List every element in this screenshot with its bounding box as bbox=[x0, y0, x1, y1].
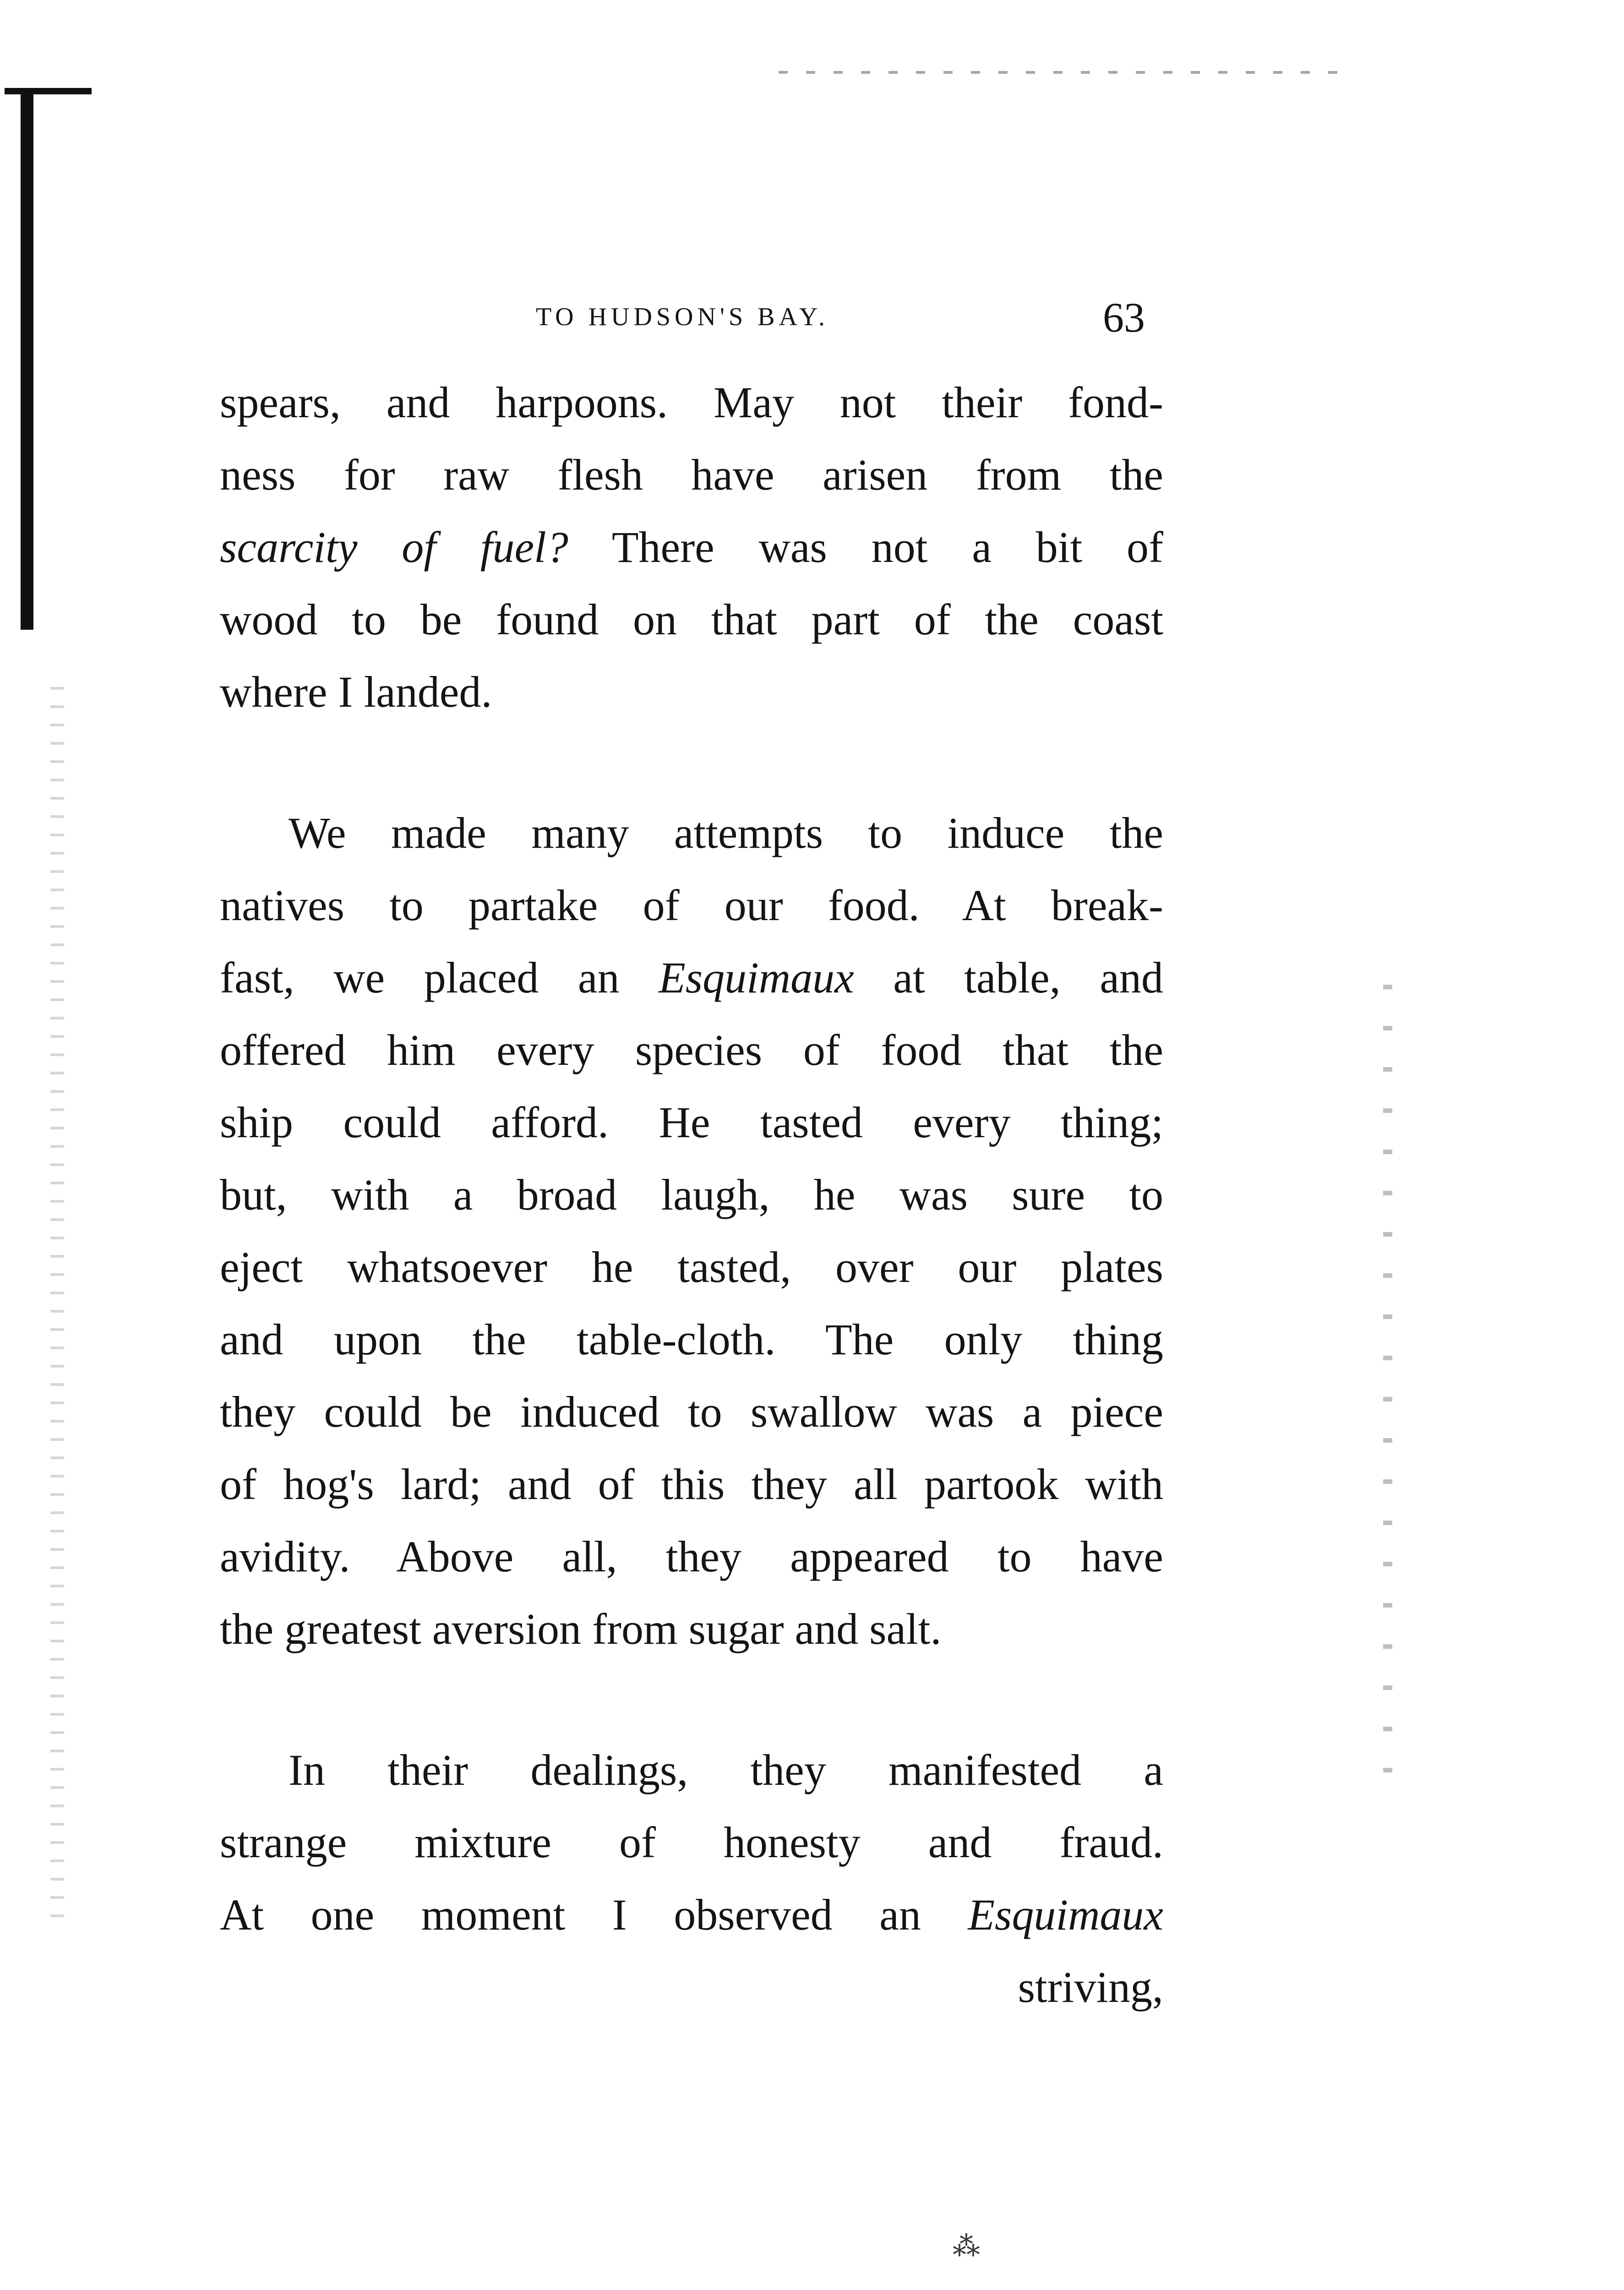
text-line: and upon the table-cloth. The only thing bbox=[220, 1315, 1163, 1364]
paragraph bbox=[220, 1734, 1163, 1951]
ink-blot-mark: ⁂ bbox=[953, 2231, 980, 2262]
text-line: but, with a broad laugh, he was sure to bbox=[220, 1170, 1163, 1219]
text-line: of hog's lard; and of this they all partook with bbox=[220, 1460, 1163, 1509]
binding-edge-cap bbox=[5, 88, 92, 94]
paragraph bbox=[220, 366, 1163, 728]
binding-edge bbox=[21, 92, 33, 630]
text-line bbox=[220, 511, 1163, 583]
text-line: In their dealings, they manifested a bbox=[289, 1745, 1163, 1794]
italic-word: Esquimaux bbox=[659, 953, 854, 1002]
running-title: TO HUDSON'S BAY. bbox=[535, 303, 829, 331]
text-line: natives to partake of our food. At break- bbox=[220, 881, 1163, 930]
text-line: offered him every species of food that the bbox=[220, 1025, 1163, 1074]
text-line: ness for raw flesh have arisen from the bbox=[220, 450, 1163, 499]
text-run: There was not a bit of bbox=[568, 523, 1163, 572]
text-line: they could be induced to swallow was a piece bbox=[220, 1387, 1163, 1436]
italic-phrase: scarcity of fuel? bbox=[220, 523, 568, 572]
text-line: ship could afford. He tasted every thing; bbox=[220, 1098, 1163, 1147]
gutter-marks bbox=[50, 687, 64, 1924]
text-line: strange mixture of honesty and fraud. bbox=[220, 1818, 1163, 1867]
paragraph bbox=[220, 797, 1163, 1665]
text-line bbox=[220, 942, 1163, 1014]
text-line: eject whatsoever he tasted, over our plates bbox=[220, 1243, 1163, 1292]
text-line: We made many attempts to induce the bbox=[289, 808, 1163, 857]
text-line: spears, and harpoons. May not their fond- bbox=[220, 378, 1163, 427]
text-line: where I landed. bbox=[220, 667, 492, 716]
margin-specks bbox=[1383, 985, 1392, 1809]
text-run: At one moment I observed an bbox=[220, 1890, 968, 1939]
catchword: striving, bbox=[1018, 1963, 1163, 2012]
text-line: wood to be found on that part of the coast bbox=[220, 595, 1163, 644]
page-number: 63 bbox=[1103, 294, 1145, 341]
text-line bbox=[220, 1879, 1163, 1951]
text-line: avidity. Above all, they appeared to have bbox=[220, 1532, 1163, 1581]
italic-word: Esquimaux bbox=[968, 1890, 1163, 1939]
text-line: the greatest aversion from sugar and salt. bbox=[220, 1604, 942, 1653]
running-head bbox=[220, 293, 1145, 344]
text-run: fast, we placed an bbox=[220, 953, 659, 1002]
top-edge-marks bbox=[779, 71, 1351, 74]
body-text bbox=[220, 366, 1163, 2023]
text-run: at table, and bbox=[854, 953, 1164, 1002]
